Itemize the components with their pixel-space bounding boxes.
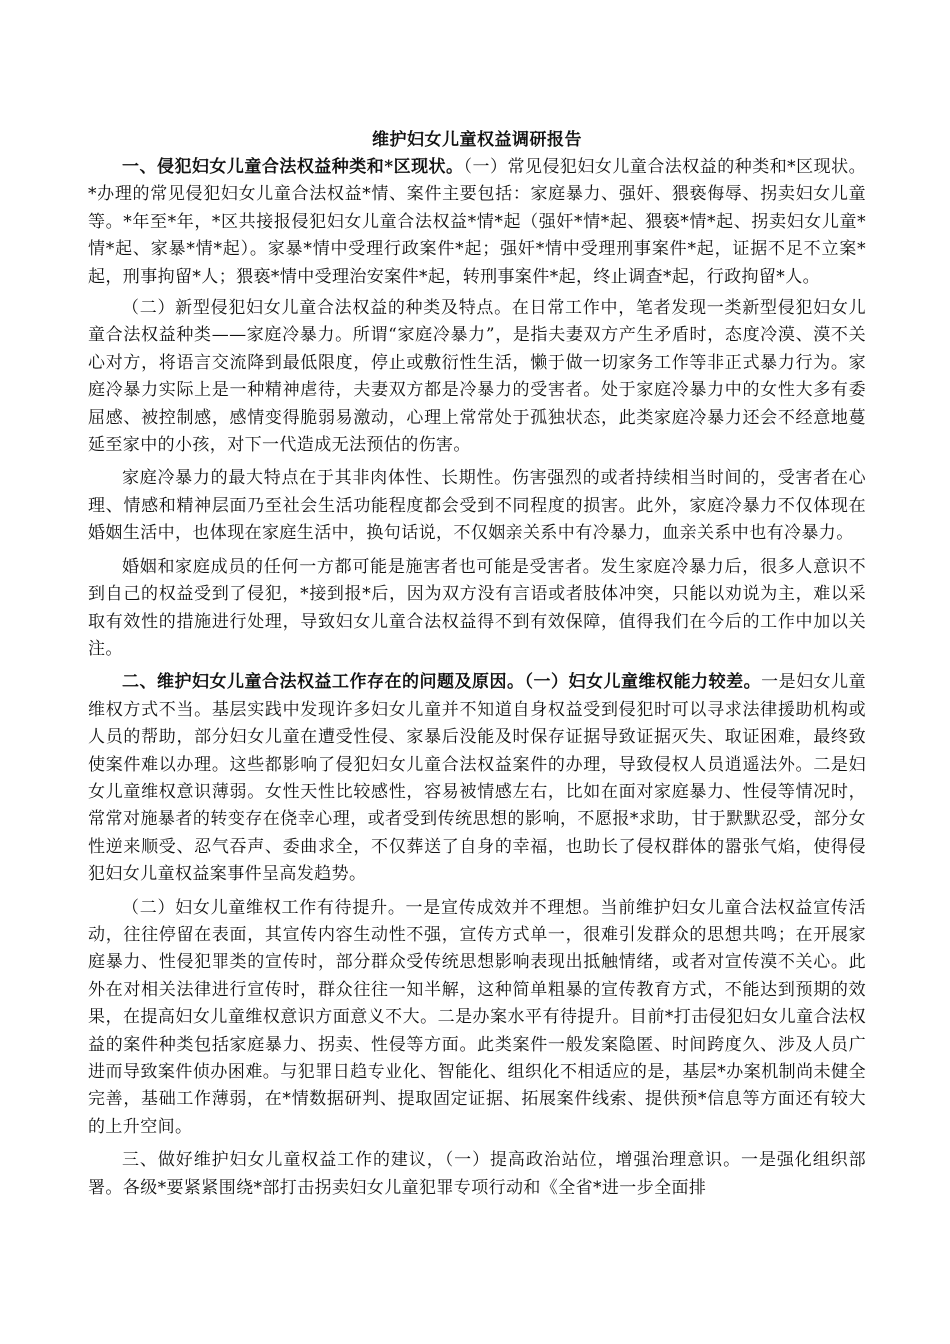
family-members-text: 婚姻和家庭成员的任何一方都可能是施害者也可能是受害者。发生家庭冷暴力后，很多人意识不到自己的权益受到了侵犯，*接到报*后，因为双方没有言语或者肢体冲突，只能以劝说为主，难以采取有效性的措施进行处理，导致妇女儿童合法权益得不到有效保障，值得我们在今后的工作中加以关注。 bbox=[88, 556, 866, 659]
paragraph-family-members bbox=[88, 554, 866, 664]
paragraph-section-3 bbox=[88, 1147, 866, 1202]
section-1-heading: 一、侵犯妇女儿童合法权益种类和*区现状。 bbox=[122, 157, 464, 177]
section-3-text: 三、做好维护妇女儿童权益工作的建议，（一）提高政治站位，增强治理意识。一是强化组织部署。各级*要紧紧围绕*部打击拐卖妇女儿童犯罪专项行动和《全省*进一步全面排 bbox=[88, 1150, 866, 1198]
section-2-text: 一是妇女儿童维权方式不当。基层实践中发现许多妇女儿童并不知道自身权益受到侵犯时可以寻求法律援助机构或人员的帮助，部分妇女儿童在遭受性侵、家暴后没能及时保存证据导致证据灭失、取证困难，最终致使案件难以办理。这些都影响了侵犯妇女儿童合法权益案件的办理，导致侵权人员逍遥法外。二是妇女儿童维权意识薄弱。女性天性比较感性，容易被情感左右，比如在面对家庭暴力、性侵等情况时，常常对施暴者的转变存在侥幸心理，或者受到传统思想的影响，不愿报*求助，甘于默默忍受，部分女性逆来顺受、忍气吞声、委曲求全，不仅葬送了自身的幸福，也助长了侵权群体的嚣张气焰，使得侵犯妇女儿童权益案事件呈高发趋势。 bbox=[88, 672, 866, 885]
paragraph-section-1-2 bbox=[88, 295, 866, 459]
cold-violence-traits-text: 家庭冷暴力的最大特点在于其非肉体性、长期性。伤害强烈的或者持续相当时间的，受害者在心理、情感和精神层面乃至社会生活功能程度都会受到不同程度的损害。此外，家庭冷暴力不仅体现在婚姻生活中，也体现在家庭生活中，换句话说，不仅姻亲关系中有冷暴力，血亲关系中也有冷暴力。 bbox=[88, 468, 866, 544]
document-title: 维护妇女儿童权益调研报告 bbox=[372, 130, 582, 150]
section-2-heading: 二、维护妇女儿童合法权益工作存在的问题及原因。（一）妇女儿童维权能力较差。 bbox=[122, 672, 762, 693]
paragraph-section-1 bbox=[88, 154, 866, 291]
section-1-text: （一）常见侵犯妇女儿童合法权益的种类和*区现状。*办理的常见侵犯妇女儿童合法权益*情、案件主要包括：家庭暴力、强奸、猥亵侮辱、拐卖妇女儿童等。*年至*年，*区共接报侵犯妇女儿童合法权益*情*起（强奸*情*起、猥亵*情*起、拐卖妇女儿童*情*起、家暴*情*起）。家暴*情中受理行政案件*起；强奸*情中受理刑事案件*起，证据不足不立案*起，刑事拘留*人；猥亵*情中受理治安案件*起，转刑事案件*起，终止调查*起，行政拘留*人。 bbox=[88, 157, 867, 287]
paragraph-cold-violence-traits bbox=[88, 465, 866, 547]
paragraph-section-2-2 bbox=[88, 895, 866, 1142]
document-body bbox=[88, 128, 866, 1208]
section-2-2-text: （二）妇女儿童维权工作有待提升。一是宣传成效并不理想。当前维护妇女儿童合法权益宣传活动，往往停留在表面，其宣传内容生动性不强，宣传方式单一，很难引发群众的思想共鸣；在开展家庭暴力、性侵犯罪类的宣传时，部分群众受传统思想影响表现出抵触情绪，或者对宣传漠不关心。此外在对相关法律进行宣传时，群众往往一知半解，这种简单粗暴的宣传教育方式，不能达到预期的效果，在提高妇女儿童维权意识方面意义不大。二是办案水平有待提升。目前*打击侵犯妇女儿童合法权益的案件种类包括家庭暴力、拐卖、性侵等方面。此类案件一般发案隐匿、时间跨度久、涉及人员广进而导致案件侦办困难。与犯罪日趋专业化、智能化、组织化不相适应的是，基层*办案机制尚未健全完善，基础工作薄弱，在*情数据研判、提取固定证据、拓展案件线索、提供预*信息等方面还有较大的上升空间。 bbox=[88, 897, 866, 1137]
section-1-2-text: （二）新型侵犯妇女儿童合法权益的种类及特点。在日常工作中，笔者发现一类新型侵犯妇女儿童合法权益种类——家庭冷暴力。所谓“家庭冷暴力”，是指夫妻双方产生矛盾时，态度冷漠、漠不关心对方，将语言交流降到最低限度，停止或敷衍性生活，懒于做一切家务工作等非正式暴力行为。家庭冷暴力实际上是一种精神虐待，夫妻双方都是冷暴力的受害者。处于家庭冷暴力中的女性大多有委屈感、被控制感，感情变得脆弱易激动，心理上常常处于孤独状态，此类家庭冷暴力还会不经意地蔓延至家中的小孩，对下一代造成无法预估的伤害。 bbox=[88, 298, 866, 456]
paragraph-section-2 bbox=[88, 669, 866, 888]
